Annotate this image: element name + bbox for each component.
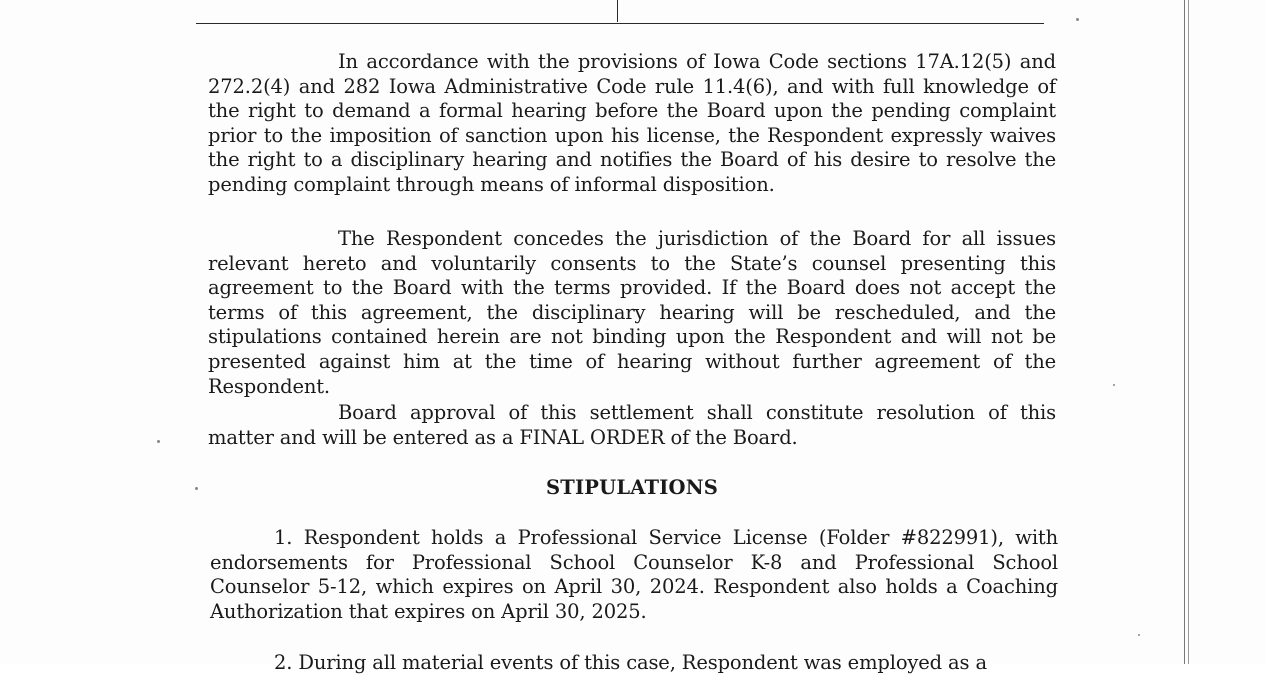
page-edge-line-inner [1188,0,1189,664]
scan-speck [1076,18,1079,21]
page-edge-line [1184,0,1185,664]
paragraph-board-approval-text: Board approval of this settlement shall constitute resolution of this matter and will be entered as a FINAL ORDER of the Board. [208,401,1056,449]
scan-speck [157,440,160,443]
caption-box-bottom-rule [196,23,1044,24]
scan-speck [195,487,198,490]
stipulations-heading: STIPULATIONS [545,476,719,499]
paragraph-waiver-text: In accordance with the provisions of Iowa Code sections 17A.12(5) and 272.2(4) and 282 Iowa Administrative Code rule 11.4(6), and with full knowledge of the right to demand a formal hearing before the Board upon the pending complaint prior to the imposition of sanction upon his license, the Respondent expressly waives the right to a disciplinary hearing and notifies the Board of his desire to resolve the pending complaint through means of informal disposition. [208,50,1056,196]
scan-speck [1113,384,1115,386]
scan-speck [1138,634,1140,636]
stipulation-1 [210,526,1058,624]
caption-box-divider [617,0,618,22]
paragraph-jurisdiction [208,227,1056,399]
paragraph-waiver [208,50,1056,198]
stipulation-2-text: 2. During all material events of this case, Respondent was employed as a [274,651,987,674]
stipulation-2 [210,651,1058,676]
stipulation-1-text: 1. Respondent holds a Professional Service License (Folder #822991), with endorsements for Professional School Counselor K-8 and Professional School Counselor 5-12, which expires on April 30, 2024. Respondent also holds a Coaching Authorization that expires on April 30, 2025. [210,526,1058,623]
paragraph-board-approval [208,401,1056,450]
paragraph-jurisdiction-text: The Respondent concedes the jurisdiction of the Board for all issues relevant hereto and voluntarily consents to the State’s counsel presenting this agreement to the Board with the terms provided. If the Board does not accept the terms of this agreement, the disciplinary hearing will be rescheduled, and the stipulations contained herein are not binding upon the Respondent and will not be presented against him at the time of hearing without further agreement of the Respondent. [208,227,1056,398]
